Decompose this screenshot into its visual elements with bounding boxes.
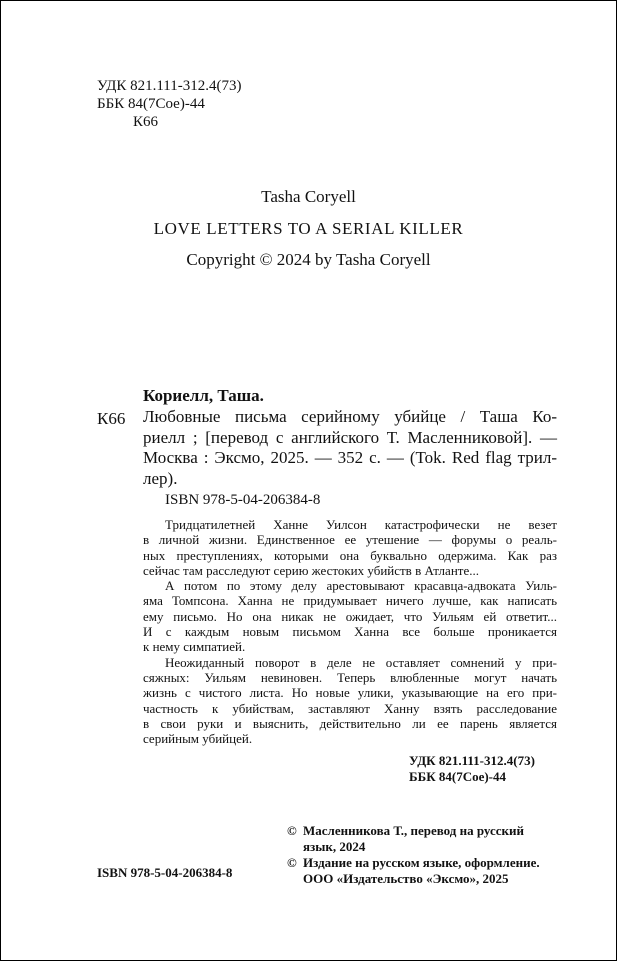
annotation-paragraph [143,517,557,578]
annotation-line: в личной жизни. Единственное ее утешение — форумы о реаль- [143,532,557,548]
annotation-line: серийным убийцей. [143,731,253,747]
original-author: Tasha Coryell [261,187,356,206]
annotation-line: яма Томпсона. Ханна не придумывает ничего лучше, как написать [143,593,557,609]
udk-code: УДК 821.111-312.4(73) [97,78,242,94]
author-code: К66 [133,114,159,130]
annotation-line: Неожиданный поворот в деле не оставляет сомнений у при- [165,654,557,670]
annotation-line: к нему симпатией. [143,639,246,655]
catalog-author-heading: Кориелл, Таша. [143,386,264,405]
original-edition-block [1,187,616,271]
catalog-title-line: лер). [143,468,178,488]
catalog-isbn: ISBN 978-5-04-206384-8 [165,492,321,508]
annotation-paragraph [143,655,557,747]
annotation-line: сяжных: Уильям невиновен. Теперь влюбленные могут начать [143,669,557,685]
annotation-paragraph [143,578,557,654]
catalog-title-line: Любовные письма серийному убийце / Таша Ко- [143,407,557,426]
annotation-line: частность к убийствам, заставляют Ханну взять расследование [143,700,557,716]
udk-block-bottom [409,753,535,785]
annotation-line: ных преступлениях, которыми она буквально одержима. Как раз [143,547,557,563]
copyright-symbol: © [287,855,297,870]
annotation-line: жизнь с чистого листа. Но новые улики, указывающие на его при- [143,685,557,701]
copyright-block [287,823,567,887]
copyright-text: ООО «Издательство «Эксмо», 2025 [303,871,509,886]
bbk-code: ББК 84(7Сое)-44 [409,769,507,784]
original-title: LOVE LETTERS TO A SERIAL KILLER [153,219,464,238]
annotation-line: сейчас там расследуют серию жестоких убийств в Атланте... [143,562,479,578]
annotation-line: А потом по этому делу арестовывают красавца-адвоката Уиль- [165,578,557,594]
udk-code: УДК 821.111-312.4(73) [409,753,535,768]
isbn-bottom: ISBN 978-5-04-206384-8 [97,865,233,880]
udk-block-top [97,77,241,131]
catalog-title-line: риелл ; [перевод с английского Т. Масленниковой]. — [143,427,557,447]
annotation-line: И с каждым новым письмом Ханна все больше проникается [143,624,557,640]
annotation [143,517,557,746]
original-copyright: Copyright © 2024 by Tasha Coryell [186,250,431,269]
catalog-title-line: Москва : Эксмо, 2025. — 352 с. — (Tok. Red flag трил- [143,448,557,467]
copyright-symbol: © [287,823,297,838]
copyright-translation [287,823,567,839]
copyright-text: язык, 2024 [303,839,366,854]
copyright-text: Издание на русском языке, оформление. [303,855,540,870]
copyright-edition [287,855,567,871]
annotation-line: ему письмо. Но она никак не ожидает, что Уильям ей ответит... [143,608,557,624]
catalog-title-block [143,407,557,489]
catalog-author-code: К66 [97,409,126,428]
annotation-line: в свои руки и выяснить, действительно ли ее парень является [143,715,557,731]
annotation-line: Тридцатилетней Ханне Уилсон катастрофически не везет [165,517,557,532]
bbk-code: ББК 84(7Сое)-44 [97,96,205,112]
copyright-text: Масленникова Т., перевод на русский [303,823,525,838]
